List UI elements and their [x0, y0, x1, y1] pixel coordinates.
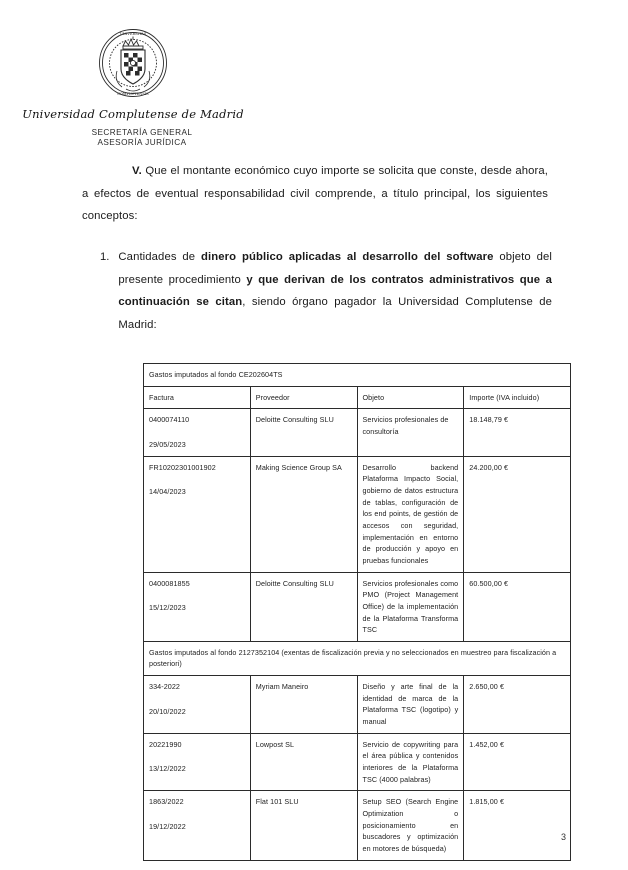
university-name: Universidad Complutense de Madrid [22, 107, 244, 121]
column-header-importe: Importe (IVA incluido) [464, 386, 571, 409]
cell-factura [144, 572, 251, 641]
cell-importe: 2.650,00 € [464, 676, 571, 734]
list-text-part-2: objeto del presente procedimiento [118, 251, 552, 286]
column-header-objeto: Objeto [357, 386, 464, 409]
invoice-number: 1863/2022 [149, 797, 184, 807]
list-item [100, 246, 552, 336]
invoice-number: 20221990 [149, 739, 182, 749]
list-text-part-3: , siendo órgano pagador la Universidad Complutense de Madrid: [118, 296, 552, 331]
cell-proveedor: Myriam Maneiro [250, 676, 357, 734]
expenses-table [143, 363, 571, 861]
cell-importe: 1.815,00 € [464, 791, 571, 860]
invoice-date: 19/12/2022 [149, 822, 186, 832]
ucm-crest-icon [18, 18, 248, 106]
cell-objeto: Servicio de copywriting para el área pública y contenidos interiores de la Plataforma TSC (4000 palabras) [357, 733, 464, 791]
invoice-date: 13/12/2022 [149, 764, 186, 774]
cell-proveedor: Deloitte Consulting SLU [250, 409, 357, 456]
invoice-date: 14/04/2023 [149, 487, 186, 497]
cell-importe: 24.200,00 € [464, 456, 571, 572]
invoice-number: 334-2022 [149, 682, 181, 692]
expenses-table-container [143, 363, 571, 861]
cell-proveedor: Flat 101 SLU [250, 791, 357, 860]
invoice-date: 20/10/2022 [149, 706, 186, 716]
invoice-number: 0400081855 [149, 578, 190, 588]
column-header-factura: Factura [144, 386, 251, 409]
svg-text:UNIVERSITAS: UNIVERSITAS [119, 32, 147, 36]
table-row [144, 572, 571, 641]
cell-objeto: Setup SEO (Search Engine Optimization o posicionamiento en buscadores y optimización en motores de búsqueda) [357, 791, 464, 860]
department-block [36, 128, 248, 148]
svg-text:COMPLUTENSIS: COMPLUTENSIS [117, 92, 149, 96]
cell-importe: 1.452,00 € [464, 733, 571, 791]
table-row [144, 676, 571, 734]
department-line-2: ASESORÍA JURÍDICA [97, 138, 187, 147]
cell-proveedor: Making Science Group SA [250, 456, 357, 572]
department-line-1: SECRETARÍA GENERAL [91, 128, 193, 137]
scan-artifact [230, 795, 400, 803]
cell-proveedor: Deloitte Consulting SLU [250, 572, 357, 641]
clause-marker: V. [132, 165, 142, 177]
clause-paragraph [82, 160, 548, 228]
list-text-part-1: Cantidades de [118, 251, 202, 263]
invoice-number: 0400074110 [149, 415, 190, 425]
table-section-header-row [144, 364, 571, 387]
table-row [144, 456, 571, 572]
cell-importe: 18.148,79 € [464, 409, 571, 456]
invoice-date: 15/12/2023 [149, 603, 186, 613]
table-row [144, 733, 571, 791]
column-header-proveedor: Proveedor [250, 386, 357, 409]
section-1-header: Gastos imputados al fondo CE202604TS [144, 364, 571, 387]
page-number: 3 [560, 832, 566, 842]
invoice-number: FR10202301001902 [149, 462, 216, 472]
clause-text: Que el montante económico cuyo importe se solicita que conste, desde ahora, a efectos de eventual responsabilidad civil comprende, a título principal, los siguientes conceptos: [82, 165, 548, 223]
cell-factura [144, 409, 251, 456]
cell-objeto: Servicios profesionales como PMO (Project Management Office) de la implementación de la Plataforma Transforma TSC [357, 572, 464, 641]
cell-importe: 60.500,00 € [464, 572, 571, 641]
list-text-bold-2: y que derivan de los contratos administrativos que a continuación se citan [118, 273, 553, 309]
cell-factura [144, 676, 251, 734]
cell-objeto: Diseño y arte final de la identidad de marca de la Plataforma TSC (logotipo) y manual [357, 676, 464, 734]
list-item-marker: 1. [100, 251, 110, 263]
section-2-header: Gastos imputados al fondo 2127352104 (exentas de fiscalización previa y no seleccionados en muestreo para fiscalización a posteriori) [144, 641, 571, 675]
cell-objeto: Desarrollo backend Plataforma Impacto Social, gobierno de datos estructura de tablas, configuración de los end points, de gestión de accesos con seguridad, implementación en entorno de producción y apoyo en pruebas funcionales [357, 456, 464, 572]
cell-factura [144, 456, 251, 572]
table-column-header-row [144, 386, 571, 409]
table-section-header-row [144, 641, 571, 675]
table-row [144, 409, 571, 456]
cell-objeto: Servicios profesionales de consultoría [357, 409, 464, 456]
list-text-bold-1: dinero público aplicadas al desarrollo del software [201, 251, 494, 263]
cell-factura [144, 733, 251, 791]
cell-proveedor: Lowpost SL [250, 733, 357, 791]
list-item-text [118, 246, 552, 336]
invoice-date: 29/05/2023 [149, 439, 186, 449]
letterhead [18, 18, 248, 148]
